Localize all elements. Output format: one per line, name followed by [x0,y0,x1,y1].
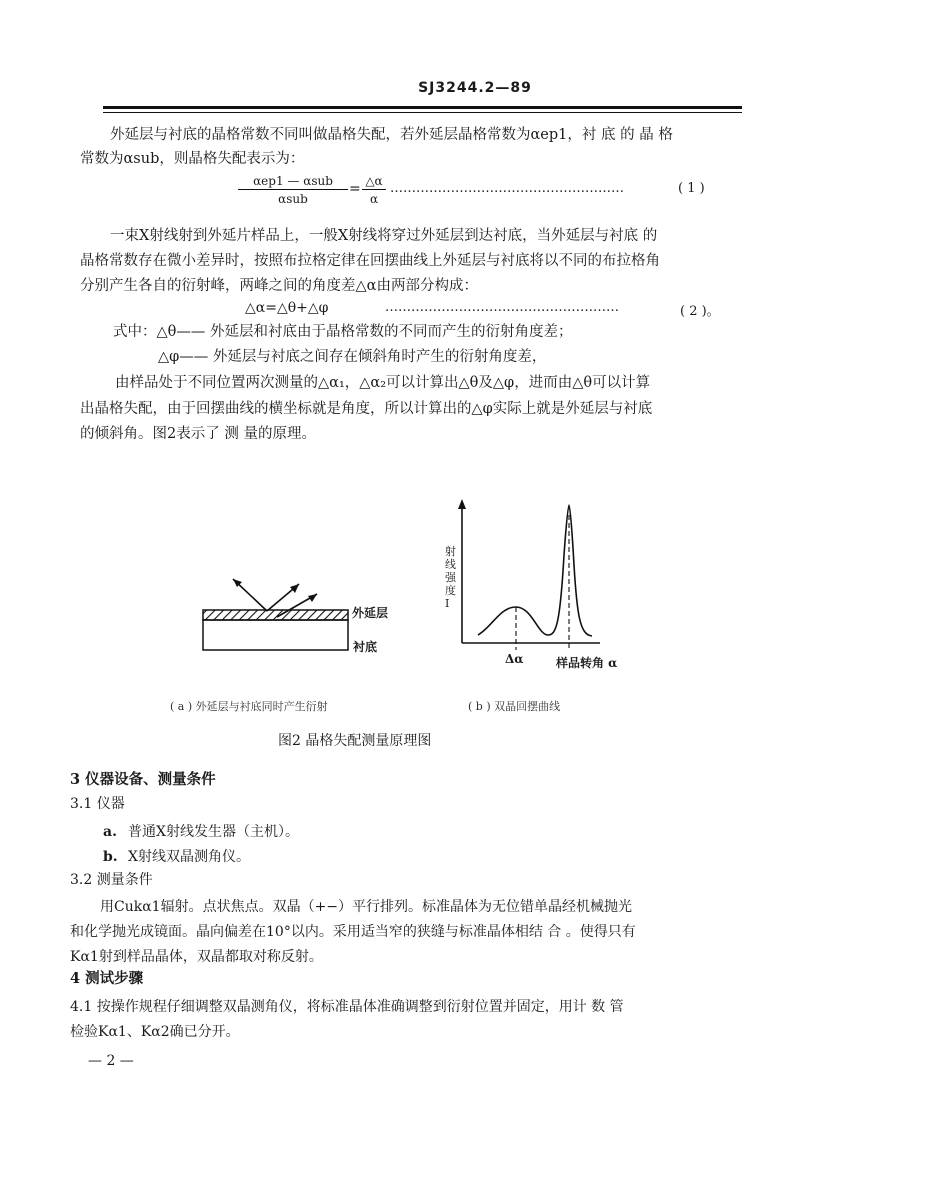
eq1-number: ( 1 ) [678,181,705,196]
eq1-rhs-numerator: △α [362,174,386,190]
eq1-denominator: αsub [278,192,308,206]
conditions-line2: 和化学抛光成镜面。晶向偏差在10°以内。采用适当窄的狭缝与标准晶体相结 合 。使得只有 [70,924,636,940]
eq2-expression: △α=△θ+△φ [245,300,329,316]
para1-line1: 外延层与衬底的晶格常数不同叫做晶格失配，若外延层晶格常数为αep1，衬 底 的 晶 格 [110,127,673,143]
eq1-leader-dots: ……………………………………………… [390,181,624,196]
section-4-heading: 4 测试步骤 [70,970,144,987]
para2-line3: 分别产生各自的衍射峰，两峰之间的角度差△α由两部分构成： [80,278,478,294]
equation-1-rhs-fraction [362,174,386,206]
label-epitaxial-layer: 外延层 [352,606,389,620]
eq1-equals: = [349,181,361,197]
figure-a-caption: ( a ) 外延层与衬底同时产生衍射 [170,700,328,713]
page-number: — 2 — [88,1053,134,1069]
item-a-text: 普通X射线发生器（主机）。 [128,824,299,840]
para3-line3: 的倾斜角。图2表示了 测 量的原理。 [80,426,316,442]
section-3-2-heading: 3.2 测量条件 [70,872,153,888]
x-axis-label: 样品转角 α [556,656,618,670]
conditions-line3: Kα1射到样品晶体，双晶都取对称反射。 [70,949,323,965]
para1-line2: 常数为αsub，则晶格失配表示为： [80,151,305,167]
para3-line1: 由样品处于不同位置两次测量的△α₁，△α₂可以计算出△θ及△φ，进而由△θ可以计算 [115,375,651,391]
label-substrate: 衬底 [353,640,378,654]
document-code-header: SJ3244.2—89 [418,80,532,96]
item-a-label: a. [103,824,117,840]
eq1-rhs-denominator: α [369,192,379,206]
y-axis-label: 射线强度 I [445,545,456,610]
conditions-line1: 用Cukα1辐射。点状焦点。双晶（+−）平行排列。标准晶体为无位错单晶经机械抛光 [100,899,633,915]
where-line2: △φ—— 外延层与衬底之间存在倾斜角时产生的衍射角度差， [158,349,547,365]
section-4-1-line2: 检验Kα1、Kα2确已分开。 [70,1024,240,1040]
where-line1: 式中：△θ—— 外延层和衬底由于晶格常数的不同而产生的衍射角度差； [113,324,573,340]
item-b-label: b. [103,849,118,865]
para2-line2: 晶格常数存在微小差异时，按照布拉格定律在回摆曲线上外延层与衬底将以不同的布拉格角 [80,253,660,269]
item-b-text: X射线双晶测角仪。 [128,849,250,865]
para3-line2: 出晶格失配，由于回摆曲线的横坐标就是角度，所以计算出的△φ实际上就是外延层与衬底 [80,401,653,417]
substrate-block [203,620,348,650]
section-3-1-heading: 3.1 仪器 [70,796,125,812]
section-4-1-line1: 4.1 按操作规程仔细调整双晶测角仪，将标准晶体准确调整到衍射位置并固定，用计 数 管 [70,999,624,1015]
header-rule-thin [103,112,742,113]
eq1-numerator: αep1 — αsub [238,174,348,190]
delta-alpha-label: Δα [505,652,524,666]
figure-b-rocking-curve [440,495,610,655]
equation-1-lhs-fraction [238,174,348,206]
header-rule-thick [103,106,742,109]
epitaxial-layer [203,610,348,620]
rocking-curve [478,505,592,636]
eq2-number: ( 2 )。 [680,304,720,319]
figure-title: 图2 晶格失配测量原理图 [278,733,432,749]
eq2-leader-dots: ……………………………………………… [385,300,619,315]
figure-b-caption: ( b ) 双晶回摆曲线 [468,700,561,713]
section-3-heading: 3 仪器设备、测量条件 [70,771,216,788]
y-axis-arrow [458,499,466,509]
para2-line1: 一束X射线射到外延片样品上，一般X射线将穿过外延层到达衬底，当外延层与衬底 的 [110,228,658,244]
